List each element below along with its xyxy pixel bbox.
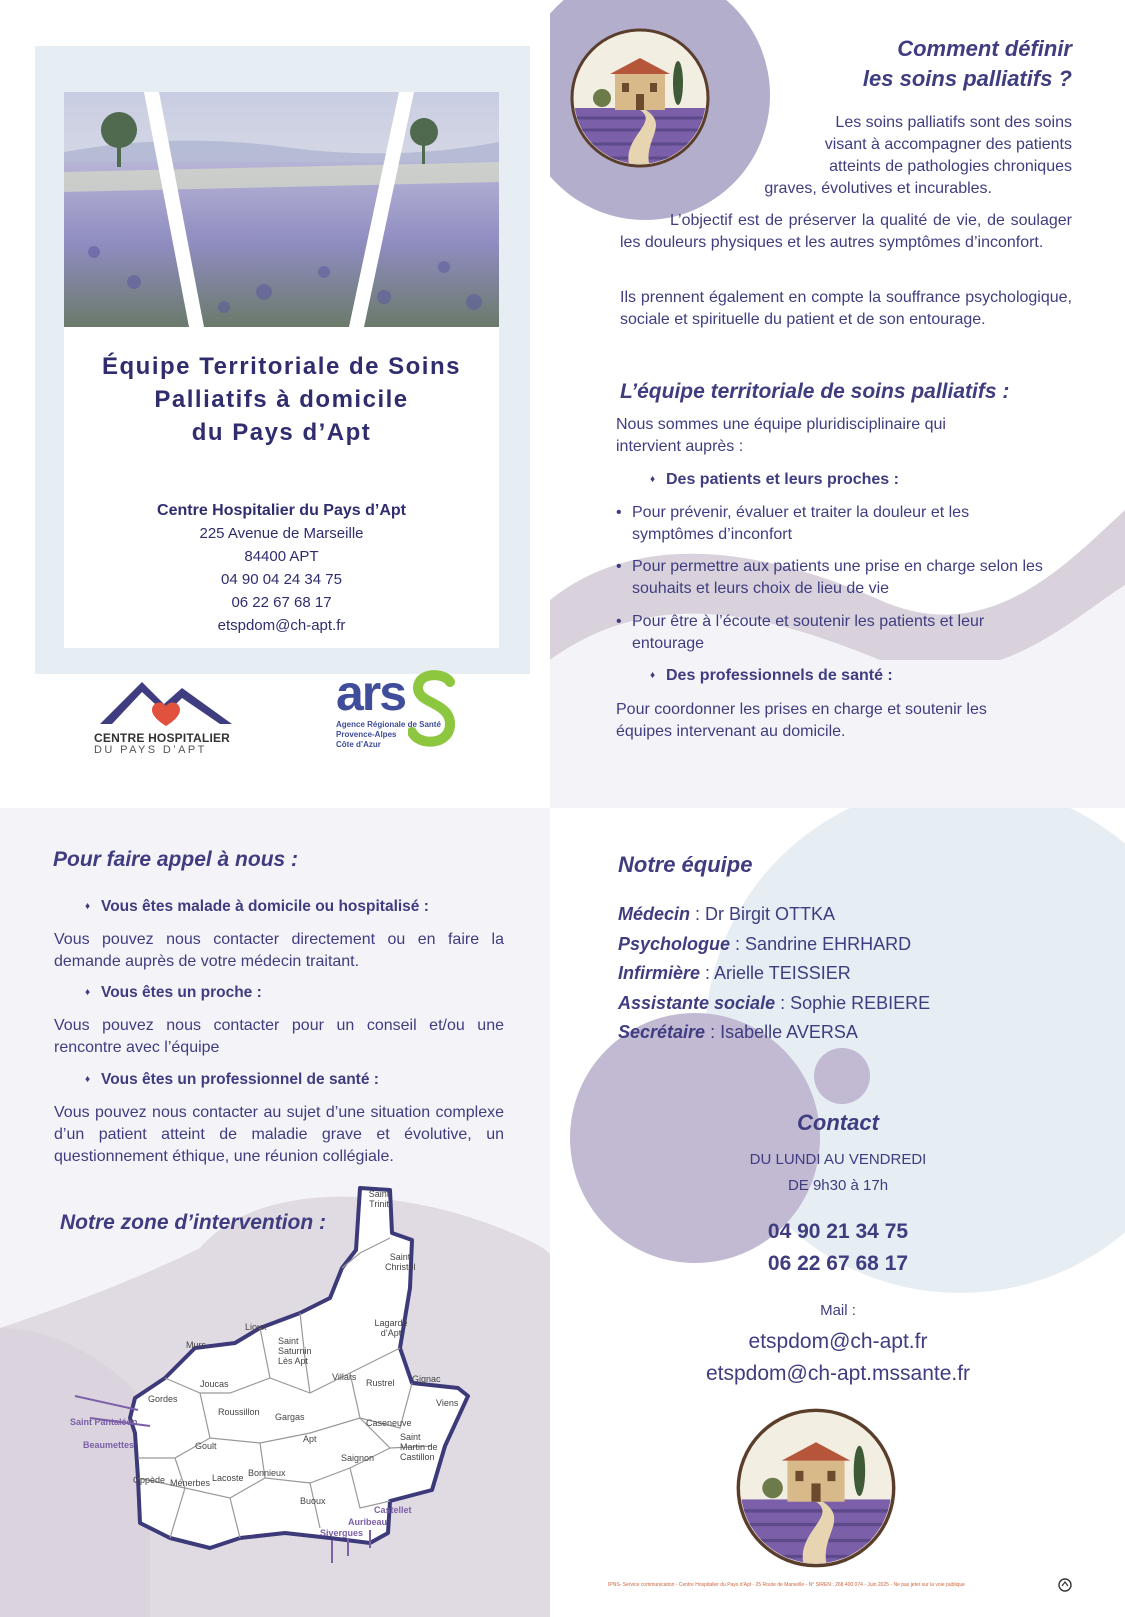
cover-phone: 06 22 67 68 17 <box>231 594 332 611</box>
staff-member: Secrétaire : Isabelle AVERSA <box>618 1022 858 1042</box>
map-label: Bonnieux <box>248 1468 286 1478</box>
house-lavender-icon <box>736 1408 896 1568</box>
map-label: Ménerbes <box>170 1478 211 1488</box>
ch-logo-line2: DU PAYS D’APT <box>94 744 207 756</box>
address-city: 84400 APT <box>244 548 319 565</box>
definition-p1-line: visant à accompagner des patients <box>824 136 1072 153</box>
team-head-patients: ♦ Des patients et leurs proches : <box>666 471 899 489</box>
contact-title: Contact <box>797 1110 879 1135</box>
map-label: Buoux <box>300 1496 326 1506</box>
cover-email: etspdom@ch-apt.fr <box>217 617 346 634</box>
staff-member: Psychologue : Sandrine EHRHARD <box>618 933 912 954</box>
map-labels <box>0 808 550 1617</box>
contact-block <box>638 1108 1038 1390</box>
team-head-professionals: ♦ Des professionnels de santé : <box>666 667 893 685</box>
recycle-icon <box>1058 1578 1072 1592</box>
team-bullet: • Pour permettre aux patients une prise en charge selon les souhaits et leurs choix de lieu de vie <box>632 556 1072 600</box>
cover-title <box>64 350 499 449</box>
ars-logo <box>336 665 486 758</box>
map-label: Saint Pantaléon <box>70 1417 138 1427</box>
map-label: Goult <box>195 1441 217 1451</box>
appeal-head-patient: ♦ Vous êtes malade à domicile ou hospitalisé : <box>101 898 429 916</box>
staff-name: Isabelle AVERSA <box>720 1022 858 1042</box>
lavender-field-image <box>64 92 499 327</box>
team-bullet: • Pour prévenir, évaluer et traiter la douleur et les symptômes d’inconfort <box>632 502 1052 546</box>
map-label: Lioux <box>245 1322 267 1332</box>
team-bullet: • Pour être à l’écoute et soutenir les patients et leur entourage <box>632 611 1052 655</box>
cover-phone: 04 90 04 24 34 75 <box>221 571 342 588</box>
contact-phone[interactable]: 06 22 67 68 17 <box>767 1252 909 1275</box>
team-pro-text: Pour coordonner les prises en charge et soutenir les équipes intervenant au domicile. <box>616 701 987 740</box>
staff-name: Arielle TEISSIER <box>714 963 851 983</box>
definition-title-line: Comment définir <box>897 36 1072 61</box>
map-label: Lacoste <box>212 1473 244 1483</box>
footer-legal: IPNS- Service communication - Centre Hospitalier du Pays d’Apt - 25 Route de Marseille - N° SIREN : 268 400 074 - Juin 2025 - Ne pas jeter sur la voie publique <box>608 1582 965 1588</box>
appeal-panel <box>0 808 550 1617</box>
map-label: Murs <box>186 1340 206 1350</box>
map-label: Villars <box>332 1372 357 1382</box>
map-label: Gordes <box>148 1394 178 1404</box>
cover-title-line: du Pays d’Apt <box>191 419 372 446</box>
definition-p2: L’objectif est de préserver la qualité de vie, de soulager les douleurs physiques et les autres symptômes d’inconfort. <box>620 212 1072 251</box>
ars-logo-text: ars <box>336 665 406 721</box>
map-label: Gignac <box>412 1374 441 1384</box>
appeal-text-relative: Vous pouvez nous contacter pour un conseil et/ou une rencontre avec l’équipe <box>54 1017 504 1056</box>
mountain-heart-icon <box>94 676 244 728</box>
map-label: Saint Trinit <box>368 1189 390 1209</box>
map-label: Beaumettes <box>83 1440 135 1450</box>
ch-logo <box>94 676 244 756</box>
staff-name: Sophie REBIERE <box>790 992 931 1013</box>
ars-sub-line: Agence Régionale de Santé <box>336 720 441 729</box>
definition-p1 <box>764 112 1072 200</box>
contact-panel <box>550 808 1125 1617</box>
staff-role: Psychologue <box>618 933 731 954</box>
staff-role: Secrétaire <box>618 1022 706 1042</box>
map-label: Saint Saturnin Lès Apt <box>278 1336 312 1366</box>
definition-panel <box>550 0 1125 808</box>
contact-hours: DE 9h30 à 17h <box>787 1177 889 1194</box>
definition-p3: Ils prennent également en compte la souffrance psychologique, sociale et spirituelle du patient et de son entourage. <box>620 289 1072 328</box>
staff-member: Infirmière : Arielle TEISSIER <box>618 963 851 983</box>
ars-logo-sub <box>336 720 441 750</box>
ch-logo-line1: CENTRE HOSPITALIER <box>94 731 231 745</box>
appeal-text-patient: Vous pouvez nous contacter directement ou en faire la demande auprès de votre médecin traitant. <box>54 931 504 970</box>
appeal-head-professional: ♦ Vous êtes un professionnel de santé : <box>101 1071 379 1089</box>
definition-p1-line: graves, évolutives et incurables. <box>764 180 992 197</box>
mail-label: Mail : <box>820 1302 856 1319</box>
staff-role: Assistante sociale <box>618 992 776 1013</box>
staff-list <box>618 900 930 1048</box>
map-label: Caseneuve <box>366 1418 412 1428</box>
map-label: Sivergues <box>320 1528 364 1538</box>
definition-title <box>863 34 1072 94</box>
definition-p1-line: Les soins palliatifs sont des soins <box>835 114 1072 131</box>
map-label: Joucas <box>200 1379 229 1389</box>
staff-title: Notre équipe <box>618 852 753 877</box>
cover-address <box>64 499 499 637</box>
staff-role: Médecin <box>618 904 691 924</box>
org-name: Centre Hospitalier du Pays d’Apt <box>157 502 406 519</box>
map-label: Lagarde d’Apt <box>374 1318 408 1338</box>
cover-title-line: Palliatifs à domicile <box>154 386 409 413</box>
map-label: Saignon <box>341 1453 375 1463</box>
staff-name: Sandrine EHRHARD <box>745 933 912 954</box>
staff-name: Dr Birgit OTTKA <box>705 904 836 924</box>
cover-panel <box>0 0 550 808</box>
map-label: Saint Christol <box>385 1252 416 1272</box>
contact-email[interactable]: etspdom@ch-apt.fr <box>748 1330 928 1353</box>
address-street: 225 Avenue de Marseille <box>199 525 364 542</box>
staff-member: Médecin : Dr Birgit OTTKA <box>618 904 836 924</box>
map-label: Saint Martin de Castillon <box>400 1432 438 1462</box>
team-intro-text: Nous sommes une équipe pluridisciplinaire qui intervient auprès : <box>616 416 946 455</box>
zone-title: Notre zone d’intervention : <box>60 1211 327 1234</box>
map-label: Rustrel <box>366 1378 395 1388</box>
staff-member: Assistante sociale : Sophie REBIERE <box>618 992 931 1013</box>
map-label: Roussillon <box>218 1407 260 1417</box>
appeal-title: Pour faire appel à nous : <box>53 848 299 871</box>
map-label: Viens <box>436 1398 459 1408</box>
contact-email[interactable]: etspdom@ch-apt.mssante.fr <box>705 1362 971 1385</box>
ars-sub-line: Côte d’Azur <box>336 740 381 749</box>
appeal-head-relative: ♦ Vous êtes un proche : <box>101 984 262 1002</box>
definition-p1-line: atteints de pathologies chroniques <box>829 158 1072 175</box>
contact-days: DU LUNDI AU VENDREDI <box>749 1151 927 1168</box>
contact-phone[interactable]: 04 90 21 34 75 <box>767 1220 909 1243</box>
map-label: Oppède <box>133 1475 166 1485</box>
staff-role: Infirmière <box>618 963 701 983</box>
team-intro-title: L’équipe territoriale de soins palliatifs : <box>620 380 1010 403</box>
house-lavender-icon <box>570 28 710 168</box>
cover-title-line: Équipe Territoriale de Soins <box>102 353 461 380</box>
map-label: Castellet <box>374 1505 412 1515</box>
map-label: Apt <box>303 1434 317 1444</box>
map-label: Gargas <box>275 1412 305 1422</box>
definition-title-line: les soins palliatifs ? <box>862 66 1072 91</box>
ars-sub-line: Provence-Alpes <box>336 730 397 739</box>
map-label: Auribeau <box>348 1517 388 1527</box>
appeal-text-professional: Vous pouvez nous contacter au sujet d’une situation complexe d’un patient atteint de maladie grave et évolutive, un questionnement éthique, une réunion collégiale. <box>54 1104 504 1165</box>
